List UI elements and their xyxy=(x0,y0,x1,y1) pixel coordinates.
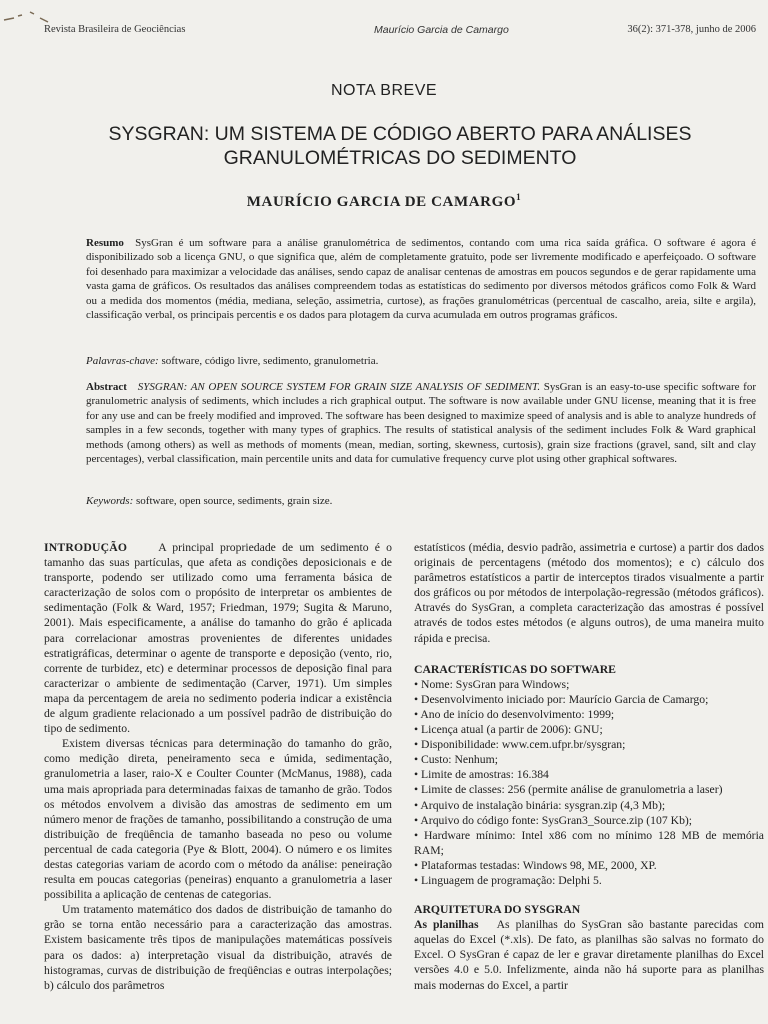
list-item: • Nome: SysGran para Windows; xyxy=(414,677,570,691)
author-line xyxy=(0,192,768,211)
list-item: • Linguagem de programação: Delphi 5. xyxy=(414,873,602,887)
features-heading: CARACTERÍSTICAS DO SOFTWARE xyxy=(414,662,616,676)
palavras-chave xyxy=(86,354,756,368)
intro-paragraph-2: Existem diversas técnicas para determinação do tamanho do grão, como medição direta, peneiramento seca e úmida, sedimentação, granulometria a laser, raio-X e Coulter Counter (McManus, 1988), cada uma mais apropriada para determinadas faixas de tamanho de grão. Todos os métodos envolvem a divisão das amostras de sedimento em um número menor de frações de tamanho, possibilitando a construção de uma distribuição de freqüência de tamanho baseada no peso ou volume percentual de cada categoria (Pye & Blott, 2004). O número e os limites destas categorias variam de acordo com o método da análise: peneiração resulta em poucas categorias (peneiras) enquanto a granulometria a laser possibilita a aplicação de centenas de categorias. xyxy=(44,737,392,902)
list-item: • Disponibilidade: www.cem.ufpr.br/sysgran; xyxy=(414,738,626,752)
list-item: • Arquivo do código fonte: SysGran3_Source.zip (107 Kb); xyxy=(414,813,693,827)
list-item: • Plataformas testadas: Windows 98, ME, 2000, XP. xyxy=(414,858,657,872)
architecture-paragraph xyxy=(414,917,764,992)
features-list xyxy=(414,677,764,888)
list-item: • Limite de classes: 256 (permite análise de granulometria a laser) xyxy=(414,783,723,797)
title-line-1: SYSGRAN: UM SISTEMA DE CÓDIGO ABERTO PARA ANÁLISES xyxy=(108,123,692,145)
palavras-label: Palavras-chave: xyxy=(86,355,159,367)
list-item: • Custo: Nenhum; xyxy=(414,753,498,767)
list-item: • Hardware mínimo: Intel x86 com no mínimo 128 MB de memória RAM; xyxy=(414,828,764,857)
resumo-paragraph xyxy=(86,236,756,322)
list-item: • Limite de amostras: 16.384 xyxy=(414,768,549,782)
planilhas-subheading: As planilhas xyxy=(414,918,479,932)
list-item: • Desenvolvimento iniciado por: Maurício Garcia de Camargo; xyxy=(414,692,709,706)
article-title xyxy=(60,122,740,170)
abstract-title: SYSGRAN: AN OPEN SOURCE SYSTEM FOR GRAIN SIZE ANALYSIS OF SEDIMENT. xyxy=(137,381,541,393)
keywords-label: Keywords: xyxy=(86,495,134,507)
abstract-label: Abstract xyxy=(86,381,127,393)
intro-paragraph-1 xyxy=(44,540,392,736)
abstract-text: SysGran is an easy-to-use specific software for granulometric analysis of sediments, which includes a rich graphical output. The software is now available under GNU license, meaning that it is free for any use and can be freely modified and improved. The software has been designed to maximize speed of analysis and is able to analyze hundreds of samples in a few seconds, together with many types of graphics. The results of statistical analysis of the sediment includes Folk & Ward graphical methods (among others) as well as methods of moments (mean, median, sorting, skewness, curtosis), grain size fractions (gravel, sand, silt and clay percentages), verbal classification, main percentile units and data for cumulative frequency curve plot using other graphical softwares. xyxy=(86,381,757,466)
left-column xyxy=(44,540,392,993)
list-item: • Ano de início do desenvolvimento: 1999; xyxy=(414,707,615,721)
right-column xyxy=(414,540,764,993)
list-item: • Arquivo de instalação binária: sysgran.zip (4,3 Mb); xyxy=(414,798,666,812)
resumo-text: SysGran é um software para a análise granulométrica de sedimentos, contando com uma rica saída gráfica. O software é agora é disponibilizado sob a licença GNU, o que significa que, além de completamente gratuito, pode ser livremente modificado e aperfeiçoado. O software foi desenhado para maximizar a velocidade das análises, sendo capaz de analisar centenas de amostras em poucos segundos e de gerar rapidamente uma vasta gama de gráficos. Os resultados das análises compreendem todas as estatísticas do sedimento por diversos métodos gráficos como Folk & Ward ou a medida dos momentos (média, mediana, seleção, assimetria, curtose), as frações granulométricas (percentual de cascalho, areia, silte e argila), classificação verbal, os principais percentis e os dados para plotagem da curva acumulada em outros programas gráficos. xyxy=(86,237,757,322)
keywords-text: software, open source, sediments, grain size. xyxy=(136,495,333,507)
intro-heading: INTRODUÇÃO xyxy=(44,541,128,554)
planilhas-text: As planilhas do SysGran são bastante parecidas com aquelas do Excel (*.xls). De fato, as planilhas são salvas no formato do Excel. O SysGran é capaz de ler e gravar diretamente planilhas do Excel versões 4.0 e 5.0. Infelizmente, ainda não há suporte para as planilhas mais modernas do Excel, a partir xyxy=(414,918,765,992)
abstract-paragraph xyxy=(86,380,756,466)
resumo-label: Resumo xyxy=(86,237,124,249)
keywords-line xyxy=(86,494,756,508)
intro-paragraph-3: Um tratamento matemático dos dados de distribuição de tamanho do grão se torna então necessário para a caracterização das amostras. Existem basicamente três tipos de manipulações matemáticas possíveis para os dados: a) interpretação visual da distribuição, através de histogramas, curvas de distribuição de freqüências e outras interpolações; b) cálculo dos parâmetros xyxy=(44,903,392,992)
intro-continuation: estatísticos (média, desvio padrão, assimetria e curtose) a partir dos dados originais de percentagens (método dos momentos); e c) cálculo dos parâmetros estatísticos a partir de interceptos tirados visualmente a partir dos gráficos ou por métodos de interpolação-regressão (métodos gráficos). Através do SysGran, a completa caracterização das amostras é possível através de todos estes métodos (e alguns outros), de uma maneira muito rápida e precisa. xyxy=(414,541,764,645)
intro-p1-text: A principal propriedade de um sedimento é o tamanho das suas partículas, que afeta as condições deposicionais e de transporte, podendo ser utilizado como uma ferramenta básica de caracterização de solos com o propósito de interpretar os ambientes de sedimentação (Folk & Ward, 1957; Friedman, 1979; Sugita & Maruno, 2001). Mais especificamente, a análise do tamanho do grão é aplicada para correlacionar amostras provenientes de diferentes unidades estratigráficas, determinar o agente de transporte e deposição (vento, rio, corrente de turbidez, etc) e determinar processos de deposição final para caracterizar o ambiente de sedimentação (Carver, 1971). Um simples mapa da percentagem de areia no sedimento poderia indicar a existência de algum gradiente relacionado a um possível padrão de distribuição do tipo de sedimento. xyxy=(44,541,393,736)
running-header xyxy=(44,24,756,38)
issue-info: 36(2): 371-378, junho de 2006 xyxy=(627,24,756,35)
header-author: Maurício Garcia de Camargo xyxy=(374,24,509,36)
author-footnote-mark: 1 xyxy=(516,192,522,202)
list-item: • Licença atual (a partir de 2006): GNU; xyxy=(414,723,603,737)
author-name: MAURÍCIO GARCIA DE CAMARGO xyxy=(246,194,517,210)
palavras-text: software, código livre, sedimento, granulometria. xyxy=(161,355,379,367)
article-type: NOTA BREVE xyxy=(330,82,438,99)
architecture-heading: ARQUITETURA DO SYSGRAN xyxy=(414,903,581,917)
title-line-2: GRANULOMÉTRICAS DO SEDIMENTO xyxy=(223,147,577,169)
journal-name: Revista Brasileira de Geociências xyxy=(44,24,186,35)
